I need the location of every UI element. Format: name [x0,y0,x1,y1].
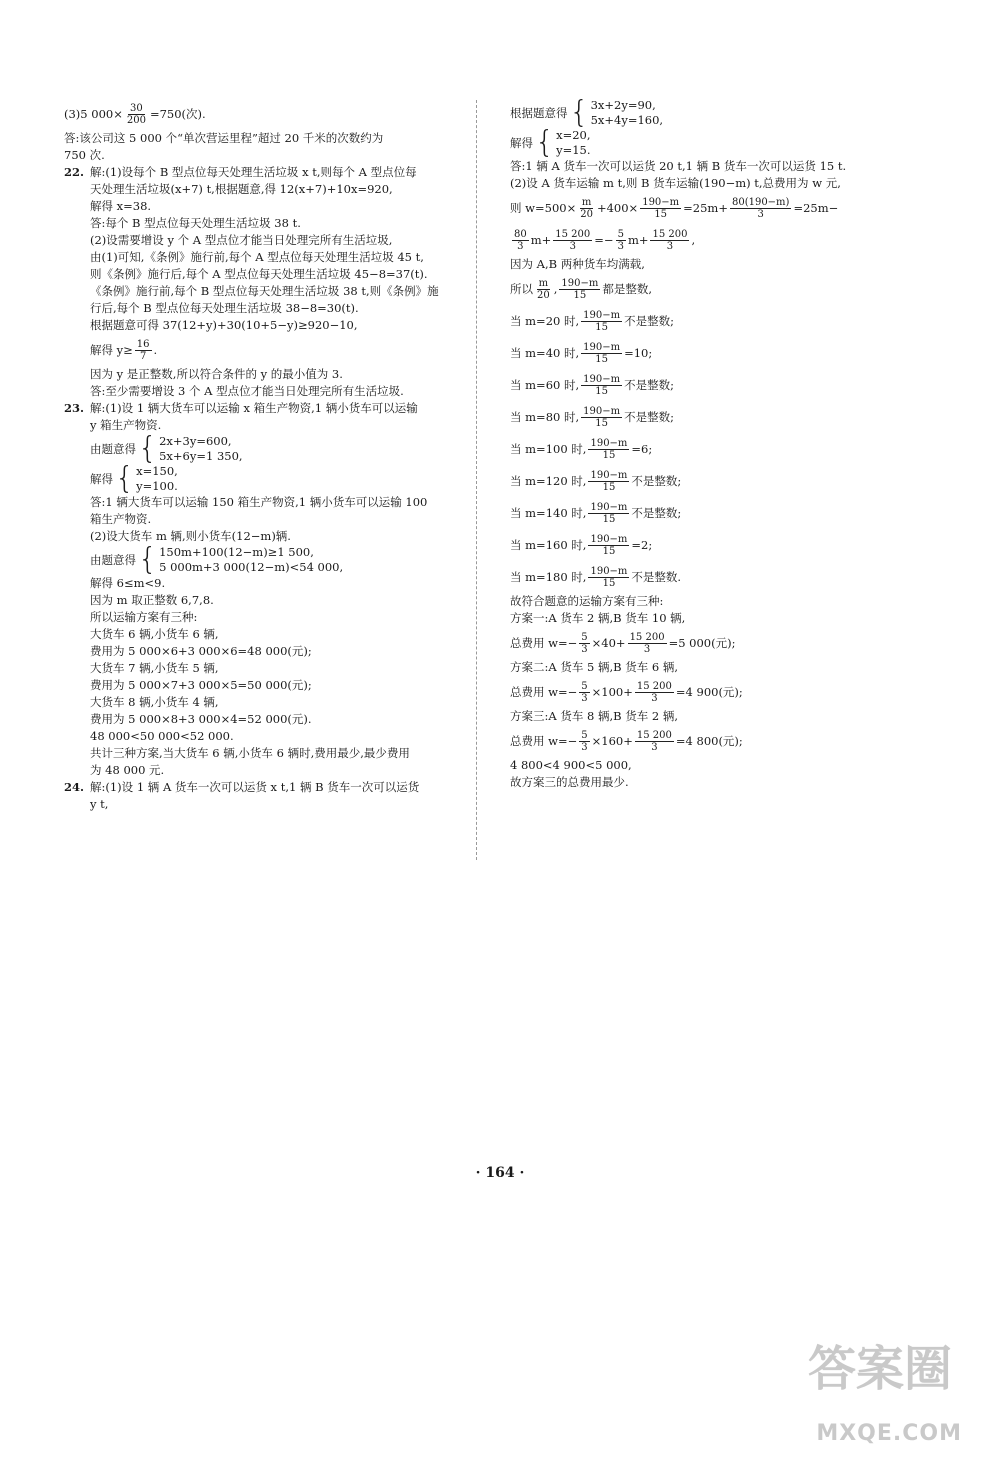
line: (2)设 A 货车运输 m t,则 B 货车运输(190−m) t,总费用为 w 元, [510,176,841,190]
line: 大货车 7 辆,小货车 5 辆, [90,661,219,675]
equation-system [90,431,466,466]
line: 费用为 5 000×8+3 000×4=52 000(元). [90,712,312,726]
line: 则《条例》施行后,每个 A 型点位每天处理生活垃圾 45−8=37(t). [90,267,428,281]
line [510,273,906,305]
column-divider [476,100,477,860]
denominator: 7 [139,350,147,362]
text: (3)5 000× [64,106,123,121]
equation: 2x+3y=600, [159,434,232,448]
text: 不是整数; [624,313,674,328]
text: 解得 [510,135,533,150]
numerator: 190−m [583,341,621,353]
text: +400× [596,200,639,215]
brace-icon: { [115,461,135,496]
text: 总费用 w=− [510,635,578,650]
equation: 3x+2y=90, [590,98,656,112]
denominator: 3 [643,643,651,655]
line: (2)设需要增设 y 个 A 型点位才能当日处理完所有生活垃圾, [90,233,393,247]
fraction [581,406,622,429]
line: 为 48 000 元. [90,763,165,777]
question-number: 23. [64,401,85,415]
text: m+ [627,232,649,247]
numerator: 80(190−m) [731,196,790,208]
text: =4 800(元); [675,733,743,748]
case-line [510,497,906,529]
text: =10; [624,345,653,360]
brace-icon: { [569,95,589,130]
line: 48 000<50 000<52 000. [90,729,234,743]
numerator: 30 [130,102,143,114]
text: =750(次). [149,106,206,121]
text: 当 m=140 时, [510,505,587,520]
denominator: 3 [581,741,588,753]
denominator: 3 [666,240,674,252]
brace-icon: { [138,431,158,466]
line: 750 次. [64,148,105,162]
text: 不是整数; [624,409,674,424]
text: 总费用 w=− [510,733,578,748]
denominator: 20 [537,289,550,301]
fraction [588,438,629,461]
fraction [640,197,681,220]
numerator: 5 [581,680,588,692]
line: 因为 A,B 两种货车均满载, [510,257,645,271]
brace-icon: { [138,542,158,577]
numerator: 15 200 [636,680,672,692]
denominator: 15 [595,321,608,333]
denominator: 15 [595,385,608,397]
text: 所以 [510,281,533,296]
numerator: 15 200 [636,729,672,741]
left-column [64,98,466,813]
equation: 5x+4y=160, [590,113,664,127]
line: 大货车 8 辆,小货车 4 辆, [90,695,219,709]
text: 当 m=40 时, [510,345,580,360]
question-23 [64,400,466,779]
plan-cost [510,725,906,757]
text: 解得 [90,471,113,486]
text: 当 m=120 时, [510,473,587,488]
text: =5 000(元); [668,635,736,650]
fraction [581,374,622,397]
denominator: 3 [581,643,588,655]
fraction [588,566,629,589]
numerator: 80 [514,228,527,240]
text: 不是整数; [624,377,674,392]
numerator: 190−m [590,501,628,513]
fraction [535,278,552,301]
equation: 5 000m+3 000(12−m)<54 000, [159,560,344,574]
text: , [553,281,558,296]
plan-title: 方案二:A 货车 5 辆,B 货车 6 辆, [510,660,679,674]
denominator: 15 [573,289,587,301]
line [510,192,906,224]
plan-title: 方案一:A 货车 2 辆,B 货车 10 辆, [510,611,686,625]
text: 由题意得 [90,552,136,567]
line [510,224,906,256]
equation-system [510,95,906,130]
fraction [579,730,589,753]
text: =2; [631,537,653,552]
line: 所以运输方案有三种: [90,610,198,624]
denominator: 15 [602,545,616,557]
text: =25m+ [683,200,728,215]
question-22 [64,164,466,400]
line: y 箱生产物资. [90,418,162,432]
fraction [635,730,674,753]
text: 不是整数. [631,569,682,584]
line: 共计三种方案,当大货车 6 辆,小货车 6 辆时,费用最少,最少费用 [90,746,410,760]
denominator: 3 [757,208,764,220]
text: , [691,232,696,247]
equation-system [510,125,906,160]
numerator: 190−m [590,437,628,449]
fraction [125,103,148,126]
equation: 5x+6y=1 350, [159,449,243,463]
numerator: 190−m [590,565,628,577]
numerator: 15 200 [555,228,591,240]
watermark-text: 答案圈 [807,1341,952,1397]
numerator: m [538,277,549,289]
fraction [588,502,629,525]
text: 不是整数; [631,473,682,488]
line: (2)设大货车 m 辆,则小货车(12−m)辆. [90,529,291,543]
watermark-logo [772,1341,972,1461]
line: 天处理生活垃圾(x+7) t,根据题意,得 12(x+7)+10x=920, [90,182,393,196]
equation: x=150, [136,464,178,478]
case-line [510,433,906,465]
line: 答:1 辆 A 货车一次可以运货 20 t,1 辆 B 货车一次可以运货 15 t. [510,159,847,173]
fraction [578,197,595,220]
line: y t, [90,797,109,811]
equation: y=15. [556,143,591,157]
line: 因为 m 取正整数 6,7,8. [90,593,214,607]
denominator: 15 [602,513,616,525]
brace-icon: { [535,125,555,160]
text: 当 m=180 时, [510,569,587,584]
denominator: 3 [517,240,524,252]
fraction [579,681,589,704]
text: 当 m=20 时, [510,313,580,328]
fraction [559,278,600,301]
line: 故符合题意的运输方案有三种: [510,594,664,608]
denominator: 15 [602,481,616,493]
numerator: 5 [617,228,624,240]
numerator: 5 [581,729,588,741]
numerator: 190−m [583,309,621,321]
text: ×100+ [591,684,633,699]
text: =− [594,232,614,247]
numerator: 190−m [590,469,628,481]
line: 根据题意可得 37(12+y)+30(10+5−y)≥920−10, [90,318,358,332]
numerator: 16 [136,338,150,350]
text: 当 m=80 时, [510,409,580,424]
line: 费用为 5 000×6+3 000×6=48 000(元); [90,644,312,658]
denominator: 3 [651,741,658,753]
plan-list [510,610,906,757]
fraction [650,229,689,252]
denominator: 3 [651,692,658,704]
line: 大货车 6 辆,小货车 6 辆, [90,627,219,641]
fraction [581,310,622,333]
line: 由(1)可知,《条例》施行前,每个 A 型点位每天处理生活垃圾 45 t, [90,250,424,264]
denominator: 3 [581,692,588,704]
text: =6; [631,441,653,456]
equation-system [90,461,466,496]
text: . [153,342,158,357]
case-line [510,337,906,369]
plan-title: 方案三:A 货车 8 辆,B 货车 2 辆, [510,709,679,723]
text: 当 m=100 时, [510,441,587,456]
text: 当 m=160 时, [510,537,587,552]
denominator: 15 [595,353,608,365]
numerator: 5 [581,631,588,643]
question-number: 22. [64,165,85,179]
denominator: 20 [580,208,593,220]
question-24 [64,779,466,813]
fraction [588,470,629,493]
fraction [135,339,152,362]
text: 则 w=500× [510,200,577,215]
numerator: m [581,196,592,208]
line: 解得 x=38. [90,199,152,213]
numerator: 190−m [583,373,621,385]
text: m+ [530,232,552,247]
fraction [588,534,629,557]
numerator: 190−m [561,277,599,289]
line: 答:1 辆大货车可以运输 150 箱生产物资,1 辆小货车可以运输 100 [90,495,428,509]
text: =4 900(元); [675,684,743,699]
line: 解得 6≤m<9. [90,576,166,590]
text: 总费用 w=− [510,684,578,699]
plan-cost [510,627,906,659]
case-line [510,529,906,561]
fraction [730,197,791,220]
numerator: 15 200 [652,228,688,240]
line [64,98,466,130]
line [90,334,466,366]
line: 因为 y 是正整数,所以符合条件的 y 的最小值为 3. [90,367,343,381]
watermark-url: MXQE.COM [816,1421,962,1446]
numerator: 190−m [583,405,621,417]
case-line [510,369,906,401]
case-line [510,561,906,593]
numerator: 190−m [642,196,680,208]
line: 答:每个 B 型点位每天处理生活垃圾 38 t. [90,216,301,230]
line: 费用为 5 000×7+3 000×5=50 000(元); [90,678,312,692]
denominator: 15 [654,208,668,220]
fraction [512,229,529,252]
denominator: 200 [126,114,146,126]
text: ×160+ [591,733,633,748]
numerator: 190−m [590,533,628,545]
equation: 150m+100(12−m)≥1 500, [159,545,314,559]
fraction [579,632,589,655]
denominator: 3 [569,240,576,252]
line: 解:(1)设每个 B 型点位每天处理生活垃圾 x t,则每个 A 型点位每 [90,165,417,179]
page-number: · 164 · [475,1165,525,1181]
denominator: 3 [617,240,624,252]
denominator: 15 [602,577,616,589]
text: ×40+ [591,635,626,650]
right-column [510,95,906,791]
case-line [510,401,906,433]
line: 故方案三的总费用最少. [510,775,629,789]
equation-system [90,542,466,577]
fraction [616,229,626,252]
fraction [628,632,667,655]
denominator: 15 [602,449,616,461]
fraction [553,229,592,252]
line: 答:至少需要增设 3 个 A 型点位才能当日处理完所有生活垃圾. [90,384,404,398]
case-line [510,305,906,337]
question-number: 24. [64,780,85,794]
text: =25m− [793,200,839,215]
text: 由题意得 [90,441,136,456]
case-line [510,465,906,497]
plan-cost [510,676,906,708]
line: 答:该公司这 5 000 个“单次营运里程”超过 20 千米的次数约为 [64,131,384,145]
text: 解得 y≥ [90,342,133,357]
equation: x=20, [556,128,591,142]
text: 当 m=60 时, [510,377,580,392]
line: 4 800<4 900<5 000, [510,758,632,772]
fraction [635,681,674,704]
denominator: 15 [595,417,608,429]
text: 都是整数, [602,281,652,296]
line: 解:(1)设 1 辆大货车可以运输 x 箱生产物资,1 辆小货车可以运输 [90,401,418,415]
case-list [510,305,906,593]
line: 解:(1)设 1 辆 A 货车一次可以运货 x t,1 辆 B 货车一次可以运货 [90,780,420,794]
text: 根据题意得 [510,105,568,120]
line: 箱生产物资. [90,512,152,526]
fraction [581,342,622,365]
line: 《条例》施行前,每个 B 型点位每天处理生活垃圾 38 t,则《条例》施 [90,284,439,298]
numerator: 15 200 [629,631,665,643]
line: 行后,每个 B 型点位每天处理生活垃圾 38−8=30(t). [90,301,359,315]
equation: y=100. [136,479,178,493]
text: 不是整数; [631,505,682,520]
